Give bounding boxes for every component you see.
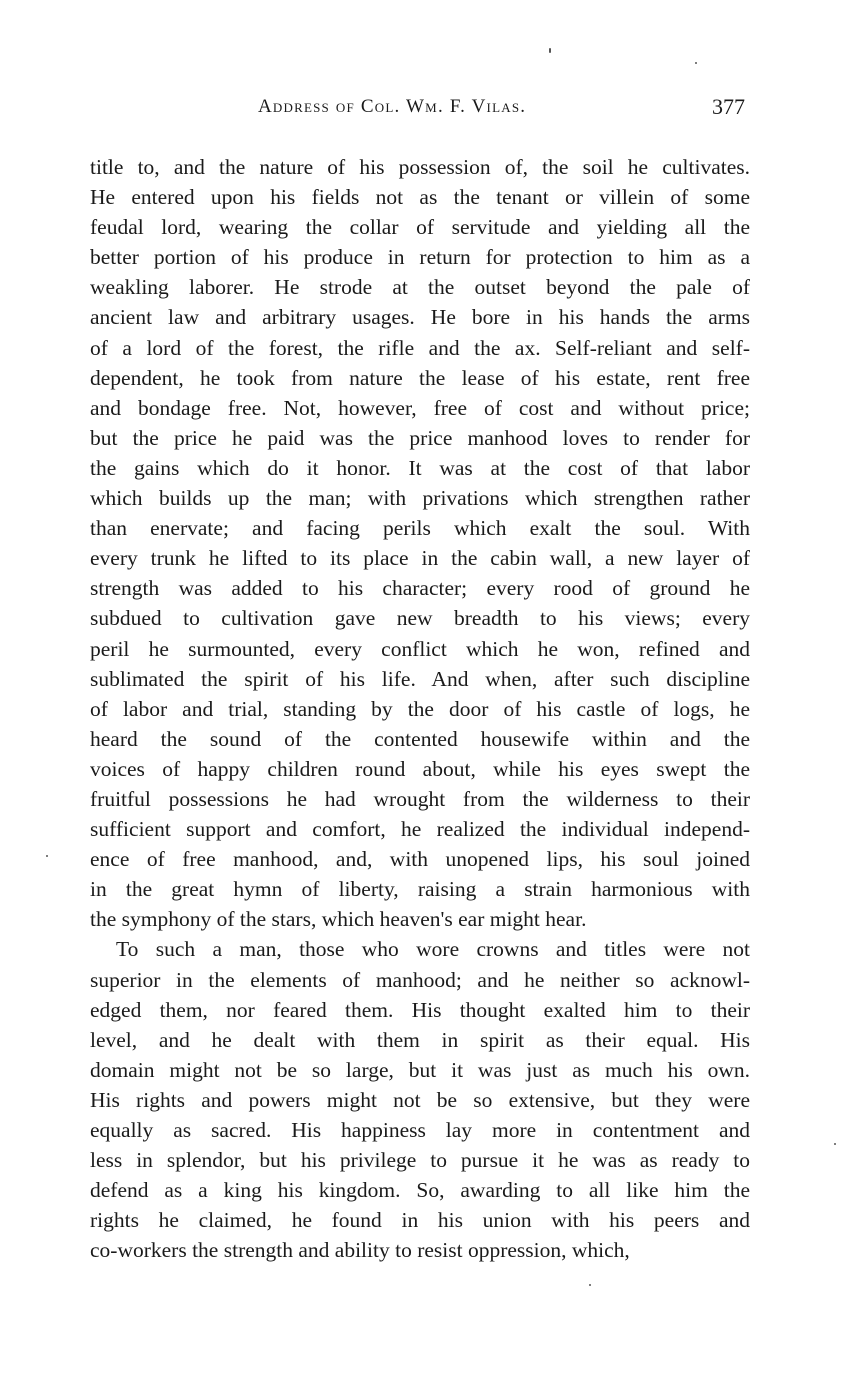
text-line: peril he surmounted, every conflict which he won, refined and xyxy=(90,636,750,661)
text-line: sublimated the spirit of his life. And when, after such discipline xyxy=(90,666,750,691)
text-line: voices of happy children round about, while his eyes swept the xyxy=(90,756,750,781)
text-line: domain might not be so large, but it was just as much his own. xyxy=(90,1057,750,1082)
text-line: which builds up the man; with privations which strengthen rather xyxy=(90,486,750,511)
text-line: sufficient support and comfort, he realized the individual independ- xyxy=(90,817,750,842)
text-line: equally as sacred. His happiness lay more in contentment and xyxy=(90,1118,750,1142)
text-line: in the great hymn of liberty, raising a strain harmonious with xyxy=(90,877,750,902)
scan-speck xyxy=(834,1143,836,1145)
text-line: ence of free manhood, and, with unopened lips, his soul joined xyxy=(90,847,750,872)
text-line: weakling laborer. He strode at the outset beyond the pale of xyxy=(90,275,750,300)
paragraph xyxy=(90,152,750,934)
text-line: To such a man, those who wore crowns and titles were not xyxy=(116,937,750,962)
text-line: co-workers the strength and ability to resist oppression, which, xyxy=(90,1238,630,1263)
text-line: edged them, nor feared them. His thought exalted him to their xyxy=(90,997,750,1022)
text-line: fruitful possessions he had wrought from the wilderness to their xyxy=(90,786,750,811)
text-line: subdued to cultivation gave new breadth to his views; every xyxy=(90,606,750,631)
text-line: the gains which do it honor. It was at the cost of that labor xyxy=(90,455,750,480)
text-line: strength was added to his character; every rood of ground he xyxy=(90,576,750,601)
text-line: defend as a king his kingdom. So, awarding to all like him the xyxy=(90,1178,750,1203)
scan-speck xyxy=(695,62,697,64)
text-line: He entered upon his fields not as the tenant or villein of some xyxy=(90,185,750,210)
text-line: and bondage free. Not, however, free of cost and without price; xyxy=(90,395,750,420)
text-line: than enervate; and facing perils which exalt the soul. With xyxy=(90,516,750,541)
text-line: rights he claimed, he found in his union with his peers and xyxy=(90,1208,750,1233)
text-line: of labor and trial, standing by the door of his castle of logs, he xyxy=(90,696,750,721)
scan-speck xyxy=(549,48,551,53)
text-line: title to, and the nature of his possession of, the soil he cultivates. xyxy=(90,155,750,179)
text-line: heard the sound of the contented housewife within and the xyxy=(90,726,750,751)
text-line: feudal lord, wearing the collar of servitude and yielding all the xyxy=(90,215,750,240)
scan-speck xyxy=(589,1284,591,1286)
running-title: Address of Col. Wm. F. Vilas. xyxy=(258,96,527,117)
text-line: superior in the elements of manhood; and he neither so acknowl- xyxy=(90,967,750,992)
text-line: but the price he paid was the price manhood loves to render for xyxy=(90,425,750,450)
body-text xyxy=(90,152,750,1265)
text-line: less in splendor, but his privilege to pursue it he was as ready to xyxy=(90,1148,750,1173)
text-line: ancient law and arbitrary usages. He bore in his hands the arms xyxy=(90,305,750,330)
text-line: dependent, he took from nature the lease of his estate, rent free xyxy=(90,365,750,390)
text-line: every trunk he lifted to its place in the cabin wall, a new layer of xyxy=(90,546,750,571)
text-line: the symphony of the stars, which heaven's ear might hear. xyxy=(90,907,587,932)
text-line: better portion of his produce in return for protection to him as a xyxy=(90,245,750,270)
text-line: His rights and powers might not be so extensive, but they were xyxy=(90,1087,750,1112)
text-line: level, and he dealt with them in spirit as their equal. His xyxy=(90,1027,750,1052)
text-line: of a lord of the forest, the rifle and the ax. Self-reliant and self- xyxy=(90,335,750,360)
paragraph xyxy=(90,934,750,1265)
scan-speck xyxy=(46,855,48,857)
page-number: 377 xyxy=(712,94,745,119)
